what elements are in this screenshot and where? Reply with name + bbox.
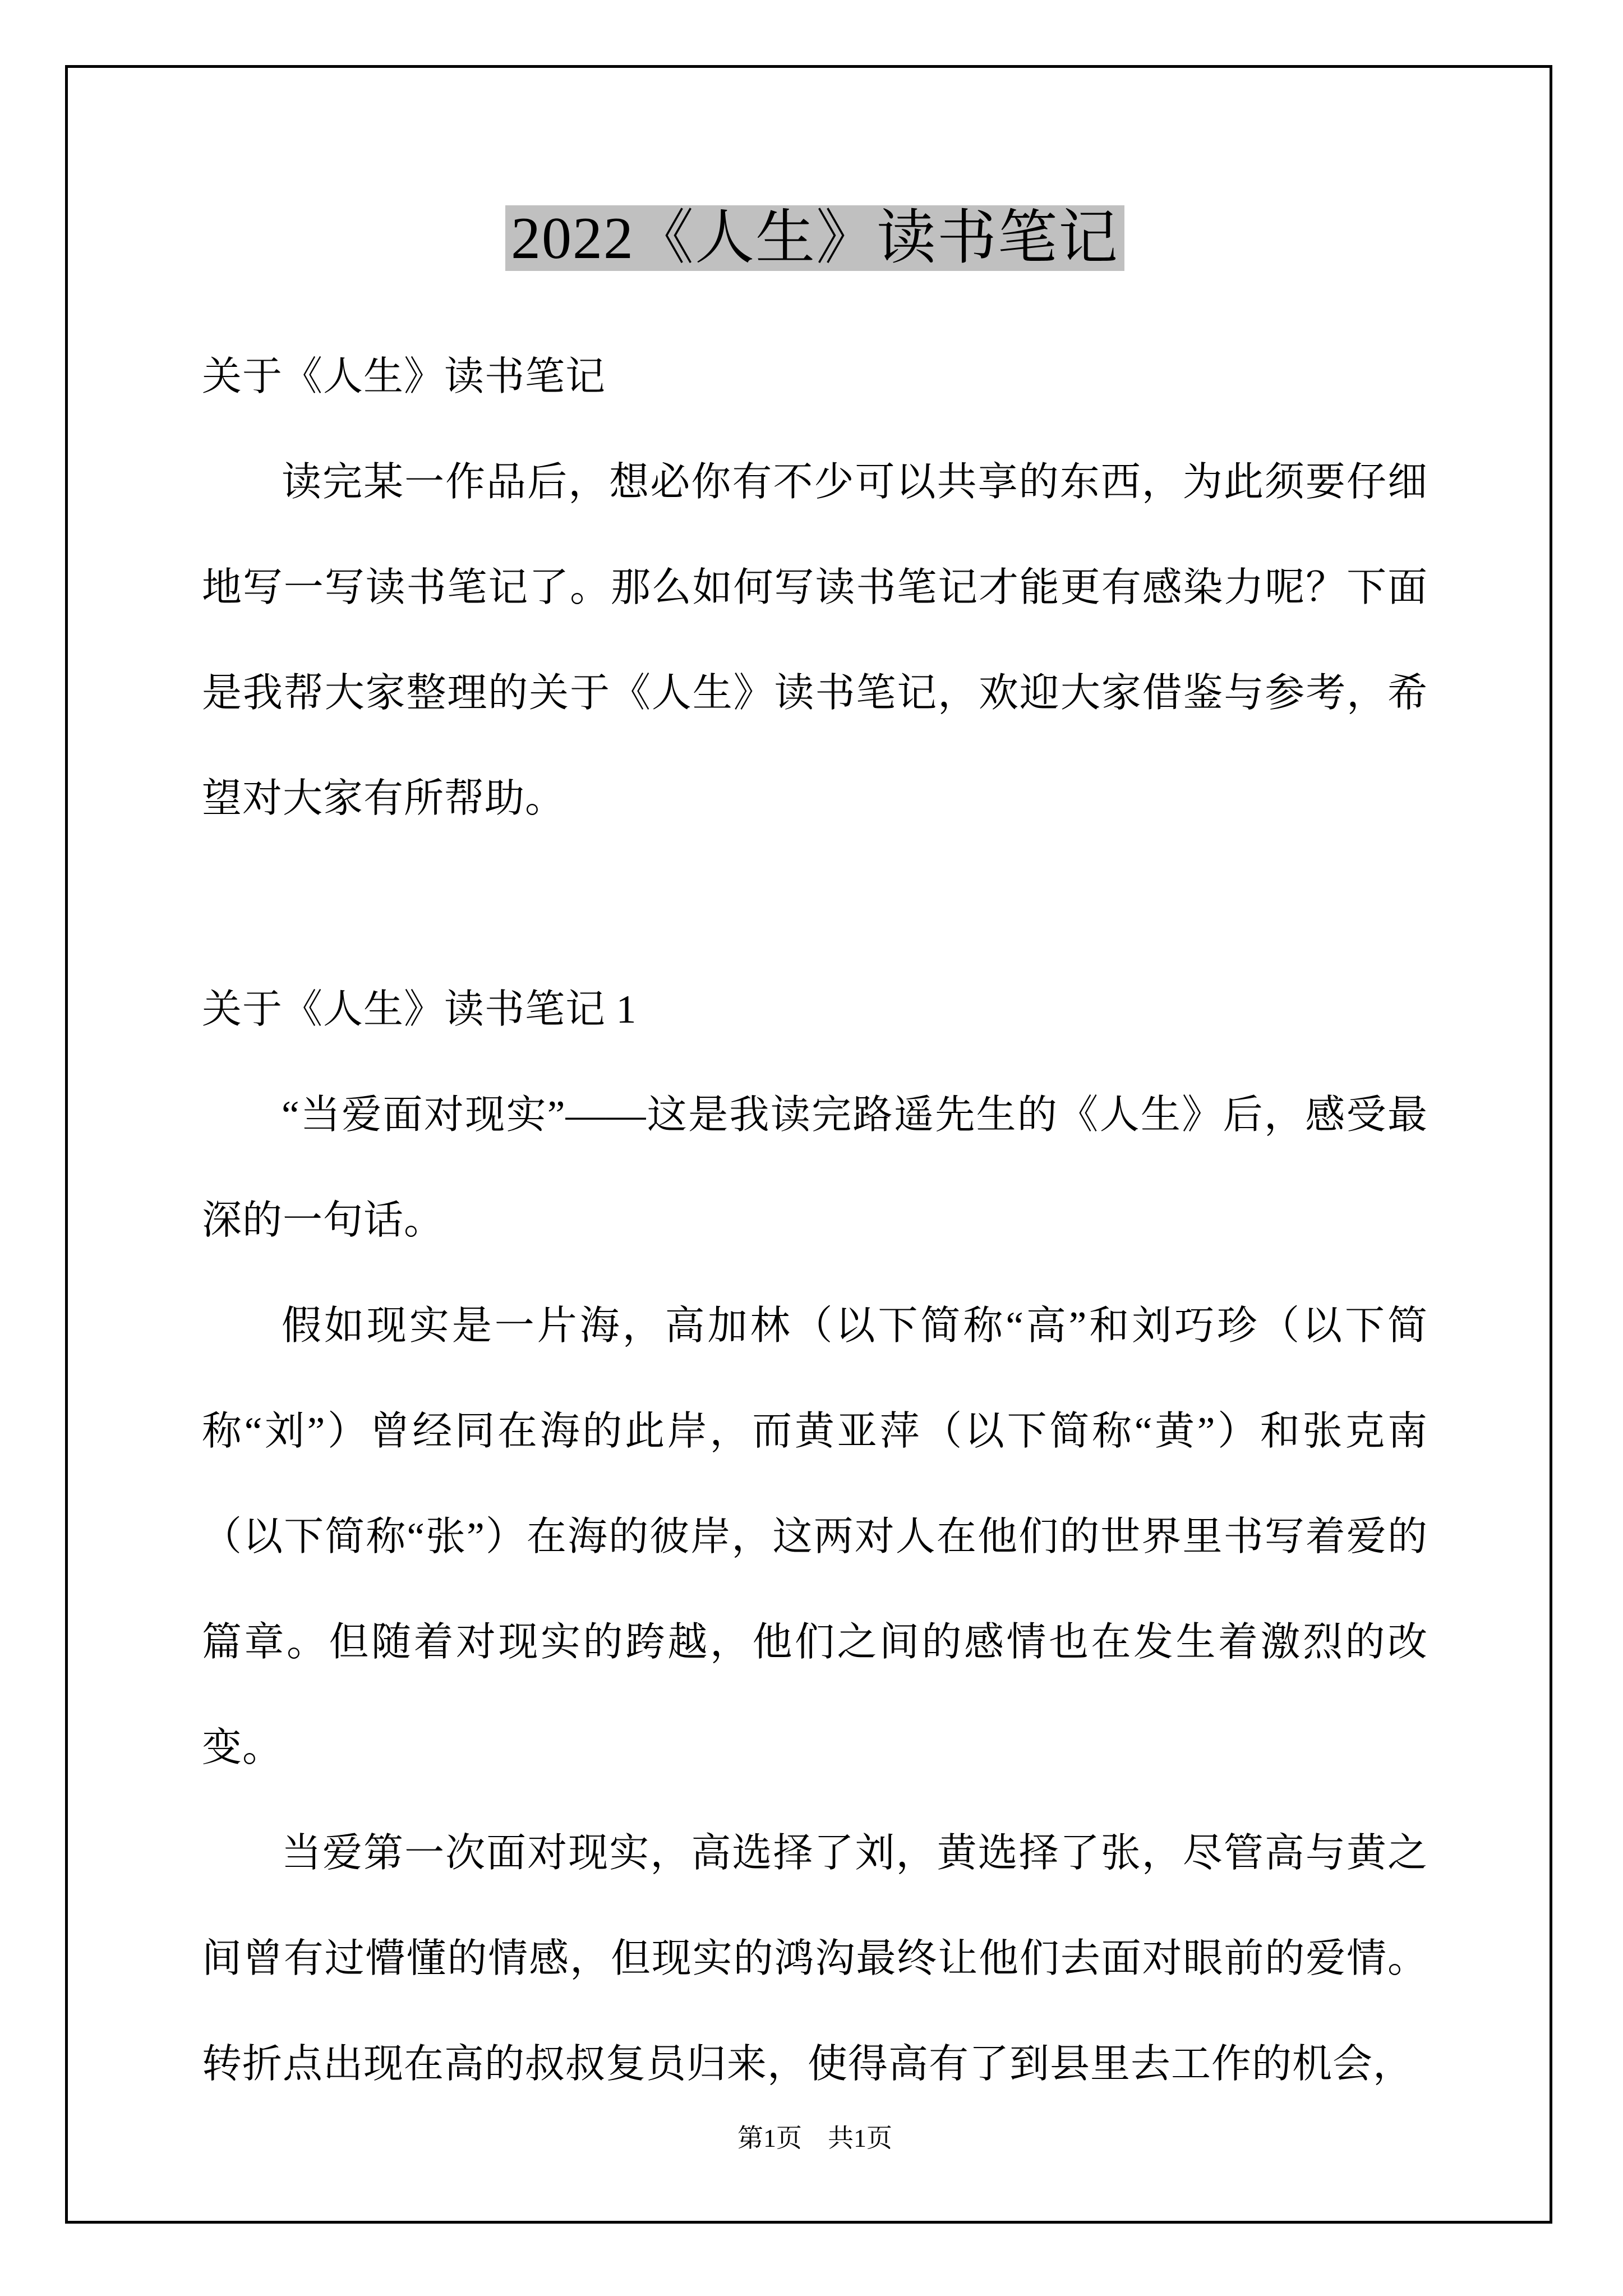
title-highlight: 2022《人生》读书笔记 <box>505 205 1124 271</box>
paragraph: “当爱面对现实”——这是我读完路遥先生的《人生》后，感受最深的一句话。 <box>202 1093 1428 1243</box>
paragraph: 假如现实是一片海，高加林（以下简称“高”和刘巧珍（以下简称“刘”）曾经同在海的此岸，而黄亚萍（以下简称“黄”）和张克南（以下简称“张”）在海的彼岸，这两对人在他们的世界里书写着爱的篇章。但随着对现实的跨越，他们之间的感情也在发生着激烈的改变。 <box>202 1304 1428 1770</box>
section-heading: 关于《人生》读书笔记 1 <box>202 988 637 1032</box>
page-number: 第1页 共1页 <box>737 2124 892 2152</box>
intro-paragraph: 读完某一作品后，想必你有不少可以共享的东西，为此须要仔细地写一写读书笔记了。那么如何写读书笔记才能更有感染力呢？下面是我帮大家整理的关于《人生》读书笔记，欢迎大家借鉴与参考，希望对大家有所帮助。 <box>202 461 1428 821</box>
document-body <box>202 324 1428 2117</box>
page-footer <box>202 2122 1428 2155</box>
paragraph: 当爱第一次面对现实，高选择了刘，黄选择了张，尽管高与黄之间曾有过懵懂的情感，但现实的鸿沟最终让他们去面对眼前的爱情。转折点出现在高的叔叔复员归来，使得高有了到县里去工作的机会， <box>202 1832 1428 2086</box>
document-content <box>202 197 1428 2117</box>
document-title <box>202 197 1428 279</box>
paragraph-spacer <box>202 852 1428 957</box>
lead-line: 关于《人生》读书笔记 <box>202 355 606 399</box>
